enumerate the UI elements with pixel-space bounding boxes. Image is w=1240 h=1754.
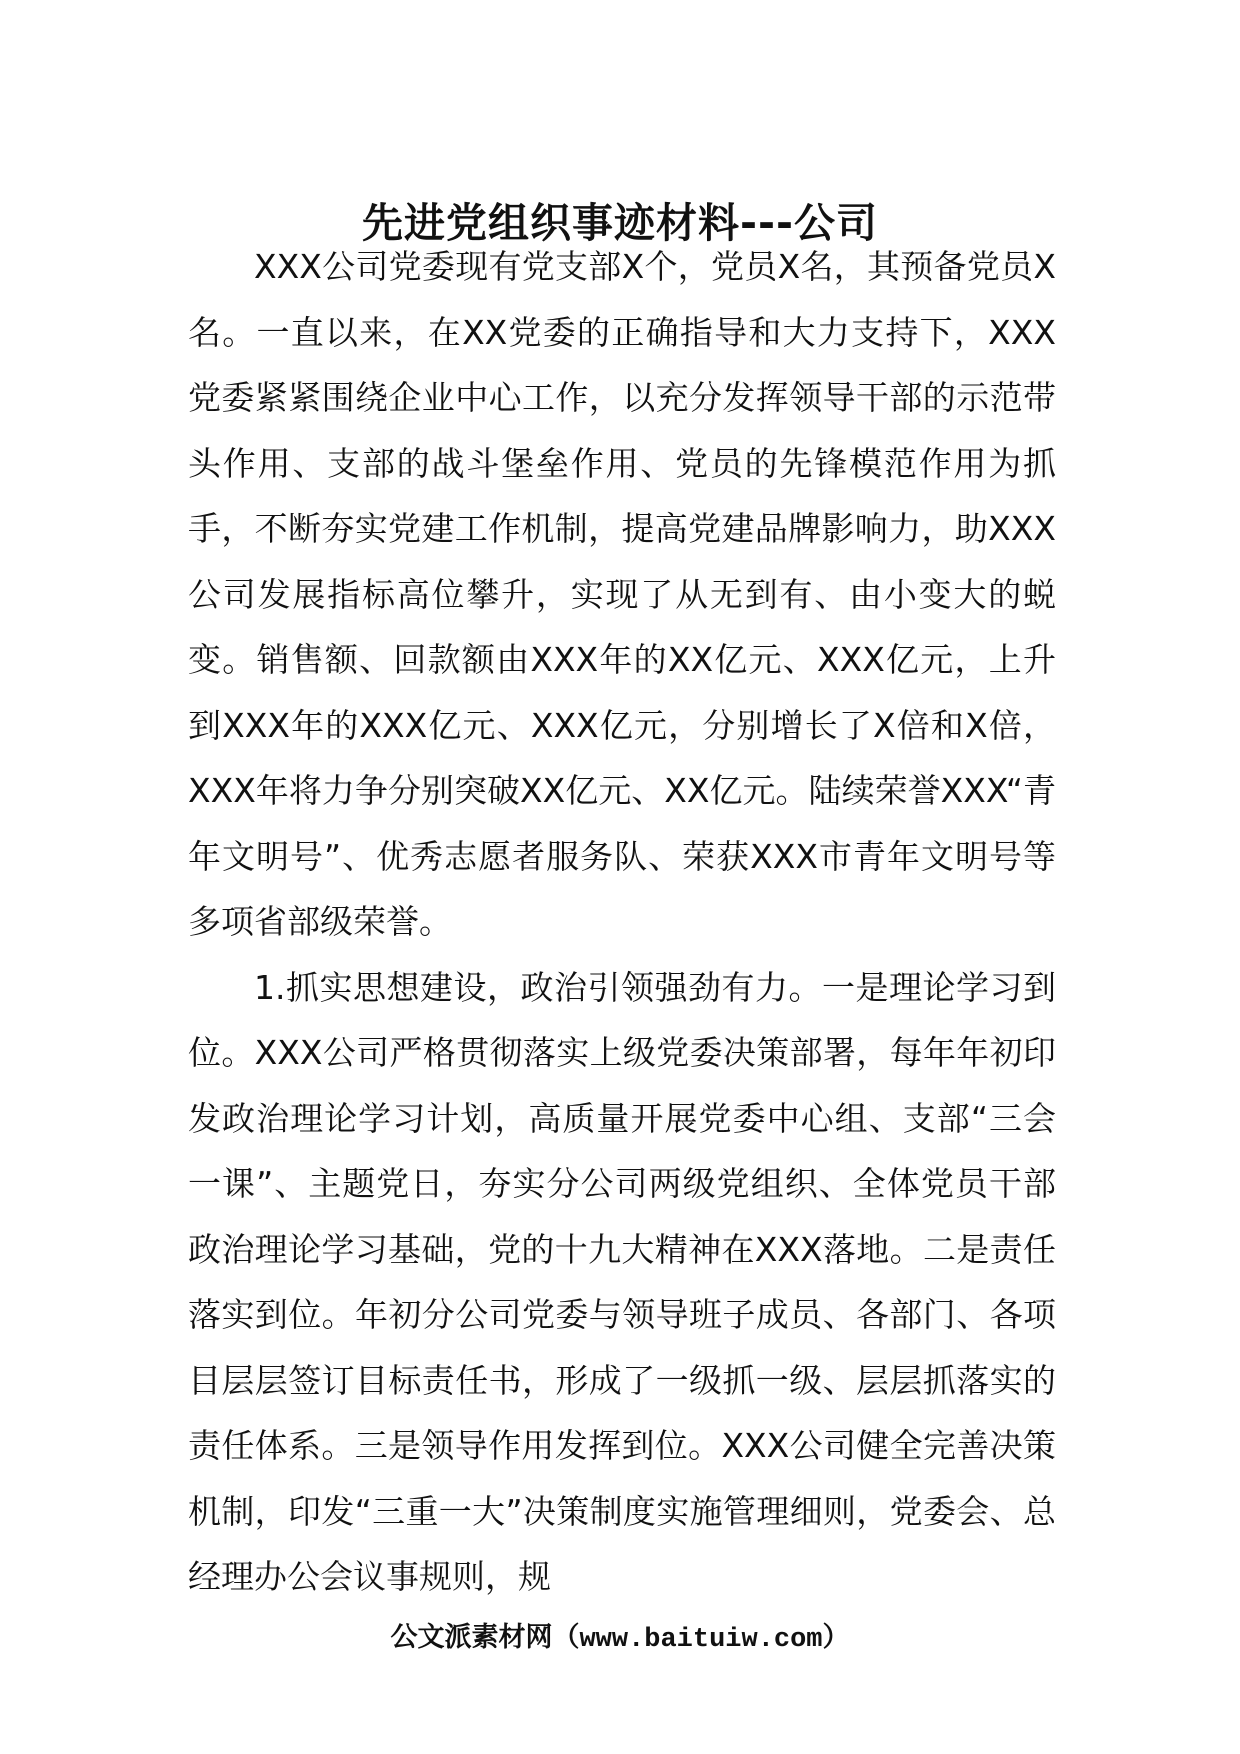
document-title: 先进党组织事迹材料---公司 bbox=[361, 199, 879, 248]
paragraph-intro: XXX公司党委现有党支部X个，党员X名，其预备党员X名。一直以来，在XX党委的正确指导和大力支持下，XXX党委紧紧围绕企业中心工作，以充分发挥领导干部的示范带头作用、支部的战斗堡垒作用、党员的先锋模范作用为抓手，不断夯实党建工作机制，提高党建品牌影响力，助XXX公司发展指标高位攀升，实现了从无到有、由小变大的蜕变。销售额、回款额由XXX年的XX亿元、XXX亿元，上升到XXX年的XXX亿元、XXX亿元，分别增长了X倍和X倍，XXX年将力争分别突破XX亿元、XX亿元。陆续荣誉XXX“青年文明号”、优秀志愿者服务队、荣获XXX市青年文明号等多项省部级荣誉。 bbox=[188, 247, 1056, 941]
footer-url: （www.baituiw.com） bbox=[552, 1625, 850, 1655]
paragraph-ideology: 1.抓实思想建设，政治引领强劲有力。一是理论学习到位。XXX公司严格贯彻落实上级党委决策部署，每年年初印发政治理论学习计划，高质量开展党委中心组、支部“三会一课”、主题党日，夯实分公司两级党组织、全体党员干部政治理论学习基础，党的十九大精神在XXX落地。二是责任落实到位。年初分公司党委与领导班子成员、各部门、各项目层层签订目标责任书，形成了一级抓一级、层层抓落实的责任体系。三是领导作用发挥到位。XXX公司健全完善决策机制，印发“三重一大”决策制度实施管理细则，党委会、总经理办公会议事规则，规 bbox=[188, 967, 1056, 1596]
document-body bbox=[188, 234, 1056, 1610]
page-footer bbox=[0, 1618, 1240, 1660]
footer-site-name: 公文派素材网 bbox=[390, 1622, 553, 1653]
